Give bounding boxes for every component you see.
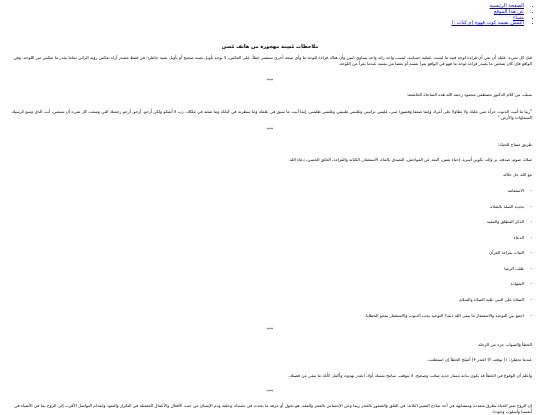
path-title: طريق مفتاح للحياة: <box>497 142 532 147</box>
list-item: - الصلاة على النبي عليه الصلاة والسلام <box>8 297 532 303</box>
list-item: - الاستقامة <box>8 188 532 194</box>
section-divider: *** <box>266 327 274 332</box>
section-divider: *** <box>266 127 274 132</box>
nav-link-support[interactable]: اعمش بقيمة كوب قهوة (م كتاب :) <box>451 20 524 27</box>
list-item: - الذكر المطلق والمقيد <box>8 219 532 225</box>
with-god-heading: مع الله جل جلاله <box>503 172 532 177</box>
error-title: الخطأ والصواب جزء من الرحلة <box>478 342 532 347</box>
nav-link-evening[interactable]: مساء <box>512 14 524 21</box>
page-title: ملاحظات مُسِنة مهجورة من هاتف مُسن <box>221 44 319 50</box>
list-item: - تجديد الصلة بالصلاة <box>8 204 532 210</box>
list-item: - الثبات بقراءة القرآن <box>8 250 532 256</box>
intro-paragraph: قبل كل شيء، عليك أن تعي أن قراءة لوحة فنية ما ليست عملية حسابية، ليست واحد زائد واحد يساوي اثنين وأن هناك قراءة للوحة ما وأي نتيجة أخرى ستعتبر خطأ، على العكس، لا يوجد تأويل بعينه صحيح أو تأويل بعينه خاطئ؛ في فقط مصدر آراء تعكس رؤية الرائي تماما بقدر ما تعكس من اللوحة. وفي الواقع فإن كان شخص ما يصدر قراءة لوحة ما فهو في الواقع يقرأ نفسه أو بعضا من نفسه عندما يقرأ من اللوحة. <box>13 55 532 66</box>
list-item: - اجمع بين التوحيد والاستغفار ما يبقى الله ذنبه؟ التوحيد يجب الذنوب والاستغفار يمحو الخطايا. <box>8 313 532 319</box>
list-item: - طلب الرضا <box>8 266 532 272</box>
path-text: صلاة، صوم، صدقة، بر والد، تكوين أسرة، إحياء نفس، البعد عن الفواحش، التصدق بالماء، الاستغفار، الكتابة والقراءة، الخلق الحسن، دعاء الله. <box>288 157 532 162</box>
section-divider: *** <box>266 78 274 83</box>
list-item: - الشهادة <box>8 281 532 287</box>
error-steps: عندما تخطئ: ١) توقف ٢) اعتذر ٣) أصلح الخطأ إن استطعت. <box>426 357 532 362</box>
closing-paragraph: إن الروح تعبر الحياة بطرق متعددة ومتشابهة في أحد نماذج التعبير الثلاثة: في القلق والشعور بالعجز ربما وعن الإحساس بالعجز والفقد. هو تحول أو عرفه ما يحدث في جسدك وخلقه ودم الإنسان من حيث الأفعال والأعمال المتمثلة في التكرار والتعود وانعدام التواصل الأقرب إلى الروح بما في الأشياء في أنفسنا وأسلوب وجودنا. <box>14 403 532 414</box>
list-item: - الدعاء <box>8 235 532 241</box>
nav-list <box>451 4 532 27</box>
error-text: واعلم أن الوقوع في الخطأ قد يكون بداية مسار جديد صائب وصحيح. لا تتوقف، سامح نفسك أولا، اعتذر بهدوء، وأكمل كأنك ما تبقى من قصتك. <box>288 373 532 378</box>
nav-item <box>451 21 524 27</box>
nav-link-home[interactable]: الصفحة الرئيسية <box>489 3 524 9</box>
section-divider: *** <box>266 389 274 394</box>
nav-link-about[interactable]: عن هذا الموقع <box>493 8 524 15</box>
quote-text: "ربنا ما أنيت الذنوب جرأة مني عليك ولا تطاولا على أمرك وإنما ضعفا وقصورا مني، غلبتني نرانيتي وغلبتني طينيتي وغلبتني ظلمتي. إنما أنيت ما سبق في علمك وما سطرته في كتابك وما شئته في ملكك. رب لا أشكو ولكن أرجو. أرجو. أرجو رحمتك التي وسعت كل شيء أن تسعني، أنت الذي وسع كرسيك السماوات والأرض." <box>11 109 532 120</box>
quote-intro: سيلت من كلام الدكتور مصطفى محمود رحمه الله هذه المناجاة الخاشعة: <box>406 92 532 97</box>
